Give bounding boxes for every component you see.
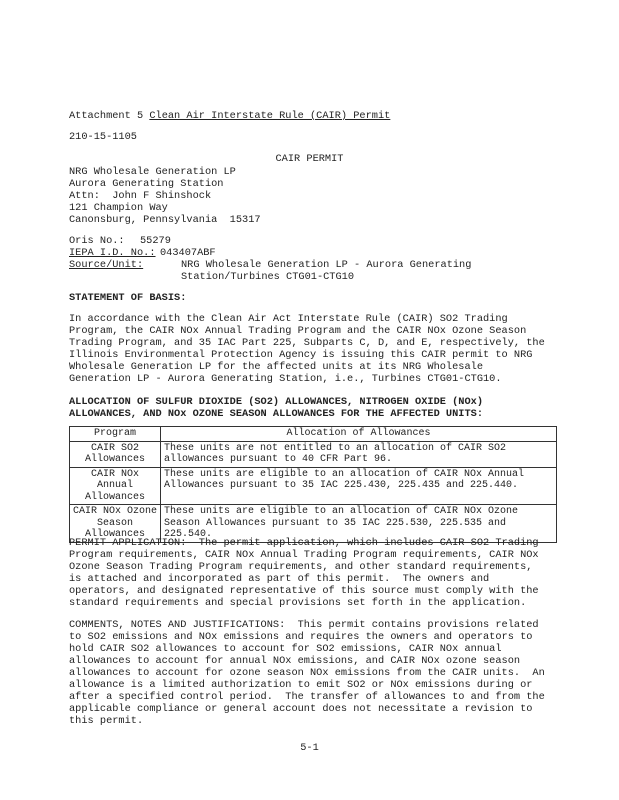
address-line: 121 Champion Way [69,202,168,214]
address-line: Canonsburg, Pennsylvania 15317 [69,214,261,226]
program-cell: CAIR NOx Annual Allowances [70,467,161,505]
allocation-heading: ALLOWANCES, AND NOx OZONE SEASON ALLOWANCES FOR THE AFFECTED UNITS: [69,408,484,420]
allocation-cell: These units are eligible to an allocation of CAIR NOx Ozone Season Allowances pursuant to 35 IAC 225.530, 225.535 and 225.540. [161,505,557,543]
allocation-table [69,426,557,543]
basis-heading: STATEMENT OF BASIS: [69,292,187,304]
attachment-prefix: Attachment 5 [69,110,150,122]
iepa-label: IEPA I.D. No.: [69,247,156,259]
iepa-value: 043407ABF [160,247,216,259]
basis-line: Wholesale Generation LP for the affected units at its NRG Wholesale [69,361,484,373]
table-row [70,467,557,505]
comments-line: applicable compliance or general account does not necessitate a revision to [69,703,533,715]
basis-line: Program, the CAIR NOx Annual Trading Program and the CAIR NOx Ozone Season [69,325,527,337]
program-cell: CAIR NOx Ozone Season Allowances [70,505,161,543]
application-line: is attached and incorporated as part of this permit. The owners and [69,573,490,585]
attachment-title: Clean Air Interstate Rule (CAIR) Permit [149,110,391,122]
table-header-row [70,427,557,442]
column-header-allocation: Allocation of Allowances [161,427,557,442]
comments-line: after a specified control period. The transfer of allowances to and from the [69,691,545,703]
application-line: PERMIT APPLICATION: The permit application, which includes CAIR SO2 Trading [69,537,539,549]
basis-line: In accordance with the Clean Air Act Interstate Rule (CAIR) SO2 Trading [69,313,508,325]
comments-line: hold CAIR SO2 allowances to account for SO2 emissions, CAIR NOx annual [69,643,502,655]
allocation-cell: These units are eligible to an allocation of CAIR NOx Annual Allowances pursuant to 35 IAC 225.430, 225.435 and 225.440. [161,467,557,505]
comments-line: allowances to account for ozone season NOx emissions from the CAIR units. An [69,667,545,679]
comments-line: allowance is a limited authorization to emit SO2 or NOx emissions during or [69,679,533,691]
address-line: Attn: John F Shinshock [69,190,212,202]
basis-line: Trading Program, and 35 IAC Part 225, Subparts C, D, and E, respectively, the [69,337,545,349]
table-row [70,441,557,467]
comments-line: to SO2 emissions and NOx emissions and requires the owners and operators to [69,631,533,643]
application-line: Program requirements, CAIR NOx Annual Trading Program requirements, CAIR NOx [69,549,539,561]
source-value: Station/Turbines CTG01-CTG10 [181,271,355,283]
page-number: 5-1 [300,742,319,754]
basis-line: Illinois Environmental Protection Agency is issuing this CAIR permit to NRG [69,349,533,361]
basis-line: Generation LP - Aurora Generating Station, i.e., Turbines CTG01-CTG10. [69,373,502,385]
application-line: operators, and designated representative of this source must comply with the [69,585,539,597]
address-line: NRG Wholesale Generation LP [69,166,236,178]
allocation-cell: These units are not entitled to an allocation of CAIR SO2 allowances pursuant to 40 CFR Part 96. [161,441,557,467]
program-cell: CAIR SO2 Allowances [70,441,161,467]
permit-number: 210-15-1105 [69,131,137,143]
source-value: NRG Wholesale Generation LP - Aurora Generating [181,259,472,271]
comments-line: allowances to account for annual NOx emissions, and CAIR NOx ozone season [69,655,521,667]
comments-line: COMMENTS, NOTES AND JUSTIFICATIONS: This permit contains provisions related [69,619,539,631]
application-line: standard requirements and special provisions set forth in the application. [69,597,527,609]
oris-value: 55279 [140,235,171,247]
comments-line: this permit. [69,715,144,727]
address-line: Aurora Generating Station [69,178,224,190]
attachment-line [69,110,390,123]
source-label: Source/Unit: [69,259,144,271]
permit-title: CAIR PERMIT [275,153,344,165]
oris-label: Oris No.: [69,235,125,247]
column-header-program: Program [70,427,161,442]
application-line: Ozone Season Trading Program requirements, and other standard requirements, [69,561,533,573]
allocation-heading: ALLOCATION OF SULFUR DIOXIDE (SO2) ALLOWANCES, NITROGEN OXIDE (NOx) [69,396,484,408]
